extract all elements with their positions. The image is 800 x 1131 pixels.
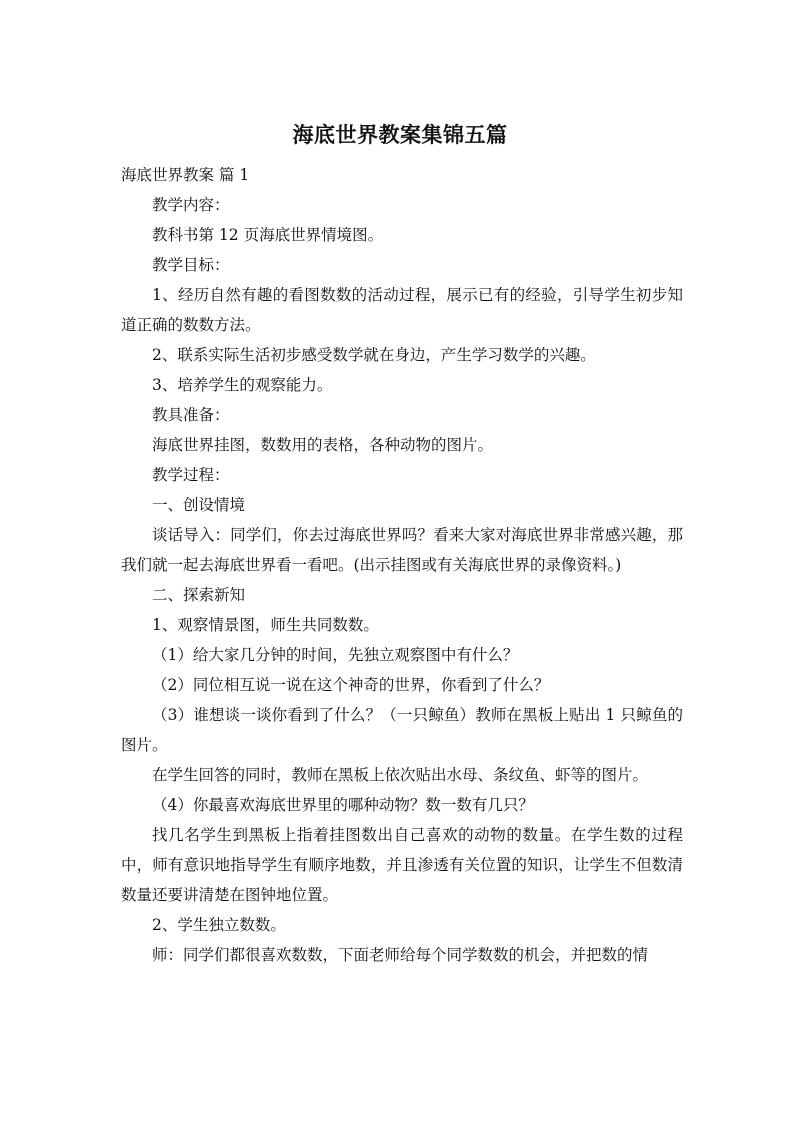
paragraph: 教学内容：	[152, 196, 230, 214]
paragraph: 海底世界挂图，数数用的表格，各种动物的图片。	[152, 436, 494, 454]
paragraph: 二、探索新知	[152, 586, 246, 604]
paragraph: 教科书第 12 页海底世界情境图。	[152, 226, 384, 244]
paragraph: 3、培养学生的观察能力。	[152, 376, 333, 394]
paragraph: 谈话导入：同学们，你去过海底世界吗？看来大家对海底世界非常感兴趣，那我们就一起去海底世界看一看吧。(出示挂图或有关海底世界的录像资料。)	[121, 526, 683, 574]
paragraph: 2、联系实际生活初步感受数学就在身边，产生学习数学的兴趣。	[152, 346, 596, 364]
paragraph: 师：同学们都很喜欢数数，下面老师给每个同学数数的机会，并把数的情	[152, 946, 649, 964]
paragraph: （2）同位相互说一说在这个神奇的世界，你看到了什么？	[152, 676, 550, 694]
paragraph: 在学生回答的同时，教师在黑板上依次贴出水母、条纹鱼、虾等的图片。	[152, 766, 649, 784]
paragraph: 找几名学生到黑板上指着挂图数出自己喜欢的动物的数量。在学生数的过程中，师有意识地指导学生有顺序地数，并且渗透有关位置的知识，让学生不但数清数量还要讲清楚在图钟地位置。	[121, 826, 683, 904]
document-title: 海底世界教案集锦五篇	[292, 123, 508, 147]
paragraph: （4）你最喜欢海底世界里的哪种动物？数一数有几只？	[152, 796, 534, 814]
paragraph: 一、创设情境	[152, 496, 246, 514]
paragraph: 2、学生独立数数。	[152, 916, 286, 934]
paragraph: 教学目标：	[152, 256, 230, 274]
paragraph: （3）谁想谈一谈你看到了什么？（一只鲸鱼）教师在黑板上贴出 1 只鲸鱼的图片。	[121, 706, 683, 754]
section-heading: 海底世界教案 篇 1	[121, 166, 250, 184]
paragraph: 1、观察情景图，师生共同数数。	[152, 616, 379, 634]
document-body	[121, 160, 683, 970]
paragraph: 教具准备：	[152, 406, 230, 424]
paragraph: 教学过程：	[152, 466, 230, 484]
paragraph: 1、经历自然有趣的看图数数的活动过程，展示已有的经验，引导学生初步知道正确的数数方法。	[121, 286, 683, 334]
paragraph: （1）给大家几分钟的时间，先独立观察图中有什么？	[152, 646, 519, 664]
